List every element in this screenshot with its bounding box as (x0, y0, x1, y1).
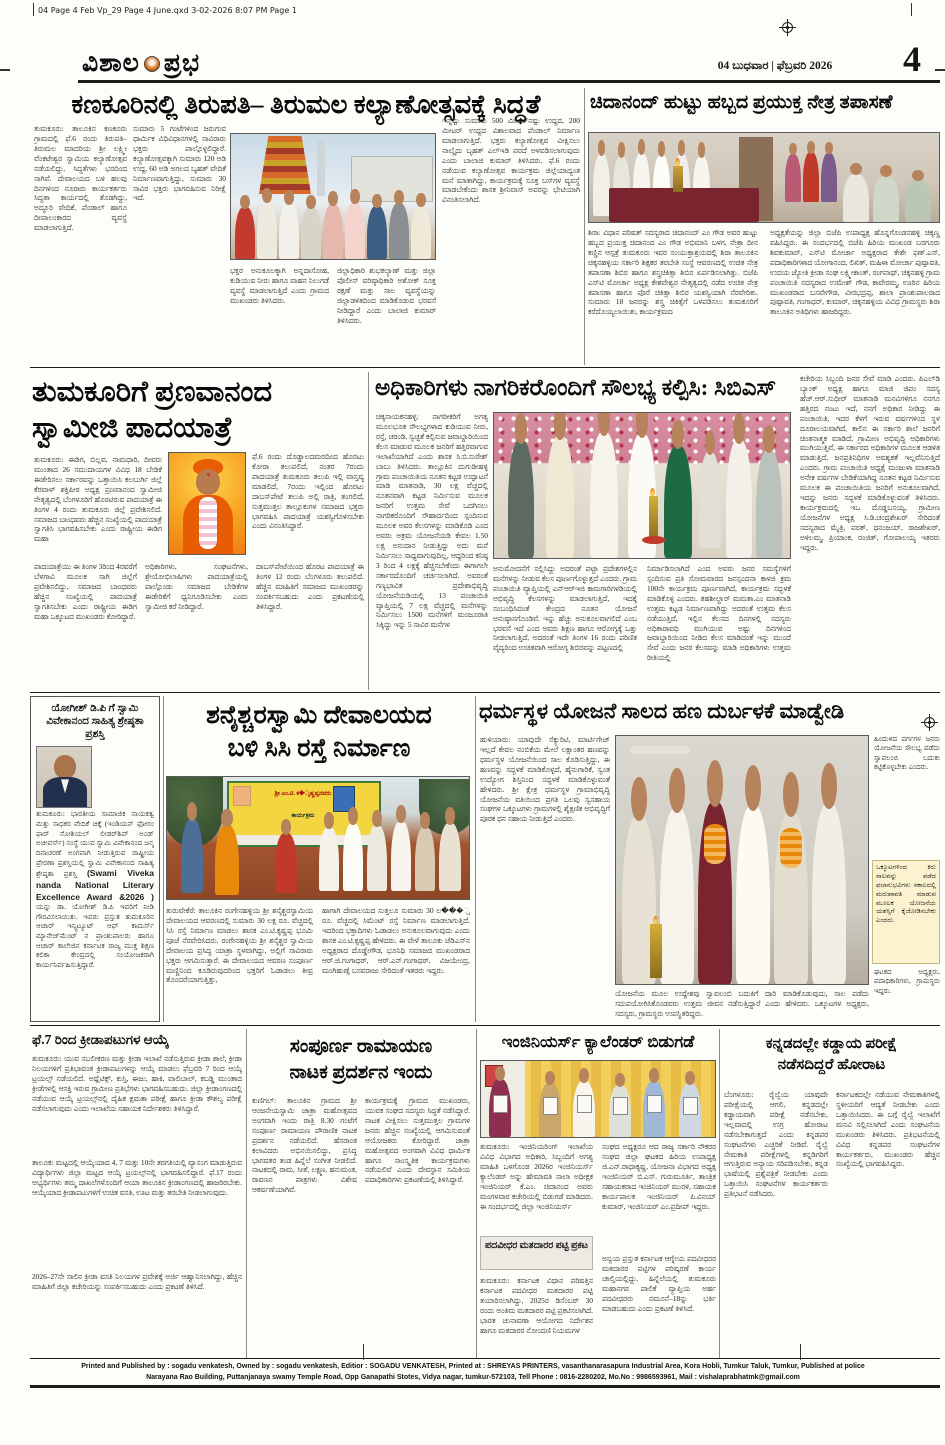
article-k-headline-line1: ಕನ್ನಡದಲ್ಲೇ ಕಡ್ಡಾಯ ಪರೀಕ್ಷೆ (765, 1036, 898, 1052)
article-a-photo-temple-group (230, 133, 436, 260)
article-e-p2: ಚಿಕ್ಕೆ (ಇಂಡಿಯನ್ ಫೋರಂ ಫಾರ್ ಸೋಶಿಯಲ್ ಲೀಡರ್‌ಶಿಪ್ ಅಂಡ್ ಅಚೀವರ್ಸ್) ಸಂಸ್ಥೆ ಯುವ ಸ್ವಾಮಿ ವಿವೇಕಾನಂದ ಜನ್ಮ ದಿನಾಚರಣೆ ಅಂಗವಾಗಿ ನೀಡುತ್ತಿರುವ ರಾಷ್ಟ್ರೀಯ ಪ್ರೇರಣಾ ಪ್ರಶಸ್ತಿಯಲ್ಲಿ ಸ್ವಾಮಿ ವಿವೇಕಾನಂದ ಸಾಹಿತ್ಯ ಶ್ರೇಷ್ಠತಾ ಪ್ರಶಸ್ತಿ (36, 820, 154, 879)
article-d-col-2: ಅನುಮೋದನೆಗೆ ಸಲ್ಲಿಸಿದ್ದು ಅದರಂತೆ ಪಟ್ಟಾ ಪ್ರದೇಶಗಳಲ್ಲಿನ ಮನೆಗಳನ್ನು ನೀಡುವ ಕೆಲಸ ಪೂರ್ಣಗೊಳ್ಳುತ್ತದೆ ಎಂದರು. ಗ್ರಾಮ ಪಂಚಾಯಿತಿ ವ್ಯಾಪ್ತಿಯಲ್ಲಿ ಎನ್‌ಆರ್‌ಇಜಿ ಕಾಮಗಾರಿಗಳಡಿಯಲ್ಲಿ ಅಭಿವೃದ್ಧಿ ಕೆಲಸಗಳನ್ನು ಮಾಡಲಾಗುತ್ತಿದೆ, ಇದಕ್ಕೆ ಸಂಬಂಧಿಸಿದಂತೆ ಕೇಂದ್ರದ ನೂತನ ಯೋಜನೆ ಅನುಷ್ಠಾನಗೊಂಡಿವೆ. ಇನ್ನು ಹೆಚ್ಚು ಅನುಕೂಲವಾಗಲಿದೆ ಎಂಬ ಭರವಸೆ ಇದೆ ಎಂದ ಅವರು ಶಿಕ್ಷಣ ಹಾಗೂ ಆರೋಗ್ಯಕ್ಕೆ ಒತ್ತು ನೀಡಲಾಗುತ್ತಿದೆ, ಅದರಂತೆ ಇದೇ ತಿಂಗಳ 16 ರಂದು ಪರಿಣಿತ ವೈದ್ಯರಿಂದ ಉಚಿತವಾಗಿ ಆರೋಗ್ಯ ಶಿಬಿರವನ್ನು ಪಟ್ಟಣದಲ್ಲಿ (493, 564, 637, 653)
crop-mark (935, 69, 945, 71)
column-rule (584, 88, 585, 365)
column-rule (368, 372, 369, 690)
article-c-col-2: ಫೆ.6 ರಂದು ದೊಡ್ಡಾಲದಮರದಿಂದ ಹೊರಟು ಕೋರಾ ತಲುಪಲಿದೆ, ನಂತರ 7ರಂದು ಪಾದಯಾತ್ರೆ ತುಮಕೂರು ತಲುಪಿ ಇಲ್ಲಿ ವಾಸ್ತವ್ಯ ಮಾಡಲಿದೆ, 7ರಂದು ಇಲ್ಲಿಂದ ಹೊರಟು ದಾಬಸ್‌ಪೇಟೆ ತಲುಪಿ ಅಲ್ಲಿ ರಾತ್ರಿ, ತಂಗಲಿದೆ, ಸುತ್ತಮುತ್ತಲ ತಾಲ್ಲೂಕುಗಳ ಸಮಾಜದ ಭಕ್ತರು ಭಾಗವಹಿಸಿ ಪಾದಯಾತ್ರೆ ಯಶಸ್ವಿಗೊಳಿಸಬೇಕು ಎಂದು ವಿನಂತಿಸಿದ್ದಾರೆ. (252, 452, 364, 531)
person (546, 436, 574, 558)
footer-rule-bottom (30, 1385, 940, 1388)
temple-pillar (317, 140, 325, 196)
article-c-col-4: ಅಧಿಕಾರಿಗಳು, ಸಂಘಟನೆಗಳು, ಶ್ರೇಯೋಭಿಲಾಷಿಗಳು ಪಾದಯಾತ್ರೆಯಲ್ಲಿ ಪಾಲ್ಗೊಂಡು ಸಮಾಜದ ಬೇಡಿಕೆಗಳ ಈಡೇರಿಕೆಗೆ ಧ್ವನಿಗೂಡಿಸಬೇಕು ಎಂದು ಸ್ವಾಮೀಜಿ ಕರೆ ನೀಡಿದ್ದಾರೆ. (145, 562, 248, 611)
person (389, 203, 409, 259)
edition-date: 04 ಬುಧವಾರ | ಫೆಬ್ರವರಿ 2026 (717, 60, 833, 72)
person-red-dress (275, 833, 297, 893)
column-rule (476, 1029, 477, 1358)
article-b-photo-eye-camp (588, 132, 940, 223)
crop-mark (33, 3, 34, 16)
article-b-headline: ಚಿದಾನಂದ್ ಹುಟ್ಟು ಹಬ್ಬದ ಪ್ರಯುಕ್ತ ನೇತ್ರ ತಪಾಸಣೆ (590, 92, 893, 113)
article-k-col-2: ಕರ್ನಾಟಕದಲ್ಲೇ ನಡೆಯುವ ನೇಮಕಾತಿಗಳಲ್ಲಿ ಸ್ಥಳೀಯರಿಗೆ ಆದ್ಯತೆ ನೀಡಬೇಕು ಎಂದು ಒತ್ತಾಯಿಸಿದರು. ಈ ಬಗ್ಗೆ ರೈಲ್ವೆ ಇಲಾಖೆಗೆ ಮನವಿ ಸಲ್ಲಿಸಲಾಗಿದೆ ಎಂದು ಸಂಘಟನೆಯ ಮುಖಂಡರು ತಿಳಿಸಿದರು. ಪ್ರತಿಭಟನೆಯಲ್ಲಿ ವಿವಿಧ ಕನ್ನಡಪರ ಸಂಘಟನೆಗಳ ಕಾರ್ಯಕರ್ತರು, ಮುಖಂಡರು ಹೆಚ್ಚಿನ ಸಂಖ್ಯೆಯಲ್ಲಿ ಭಾಗವಹಿಸಿದ್ದರು. (836, 1090, 940, 1169)
article-j-photo-calendar-release (480, 1060, 716, 1138)
article-e-photo-portrait (36, 746, 92, 808)
banner-text-1: ಶ್ರೀ ಎಂ.ಟಿ. ಕ�ೃಷ್ಣಪ್ಪನವರು (274, 791, 332, 797)
article-a-headline: ಕಣಕೂರಿನಲ್ಲಿ ತಿರುಪತಿ– ತಿರುಮಲ ಕಲ್ಯಾಣೋತ್ಸವಕ್ಕೆ ಸಿದ್ಧತೆ (71, 90, 541, 119)
article-a-col-1: ತುಮಕೂರು: ತಾಲೂಕಿನ ಕಣಕೂರು ಗ್ರಾಮದಲ್ಲಿ ಫೆ.6 ರಂದು ತಿರುಪತಿ– ತಿರುಮಲ ಮಾದರಿಯ ಶ್ರೀ ಲಕ್ಷ್ಮೀ ವೆಂಕಟೇಶ್ವರ ಸ್ವಾಮಿಯ ಕಲ್ಯಾಣೋತ್ಸವ ನಡೆಯಲಿದ್ದು, ಸಿದ್ಧತೆಗಳು ಭರದಿಂದ ಸಾಗಿವೆ. ದೇವಾಲಯದ ಬಳಿ ಹಲವು ದಿನಗಳಿಂದ ನೂರಾರು ಕಾರ್ಯಕರ್ತರು ಸಿದ್ಧತಾ ಕಾರ್ಯದಲ್ಲಿ ತೊಡಗಿದ್ದು, ಅದ್ಧೂರಿ ವೇದಿಕೆ, ಪೆಂಡಾಲ್ ಹಾಗೂ ದೀಪಾಲಂಕಾರದ ವ್ಯವಸ್ಥೆ ಮಾಡಲಾಗುತ್ತಿದೆ. (34, 124, 127, 233)
article-f-headline (166, 700, 472, 765)
person (391, 821, 411, 891)
person-shawl (439, 823, 461, 891)
article-e-p4: ಇವರು ಪ್ರಸ್ತುತ ತುಮಕೂರಿನ ಆಚಾರ್ ಇನ್ಸ್ಟಿಟ್ಯೂಟ್ ಆಫ್ ಕಾಮರ್ಸ್ ಮ್ಯಾನೇಜ್‌ಮೆಂಟ್ ನ ಪ್ರಾಂಶುಪಾಲರು ಹಾಗೂ ಆಚಾರ್ ಕಾಲೇಜಿನ ಕರ್ನಾಟಕ ರಾಜ್ಯ ಮುಕ್ತ ಶಿಕ್ಷಣ ಕಲಿಕಾ ಕೇಂದ್ರದಲ್ಲಿ ಸಂಯೋಜಕರಾಗಿ ಕಾರ್ಯನಿರ್ವಹಿಸುತ್ತಿದ್ದಾರೆ. (36, 912, 154, 969)
brass-lamp (673, 166, 683, 192)
registration-mark-icon (921, 714, 938, 736)
article-e-award-name-english: (Swami Viveka nanda National Literary Excellence Award &2026 ) (36, 868, 154, 902)
column-rule (719, 1029, 720, 1358)
masthead-word-1: ವಿಶಾಲ (82, 50, 140, 77)
article-e-p1: ತುಮಕೂರು: ಭಾರತೀಯ ಸಾಮಾಜಿಕ ನಾಯಕತ್ವ ಮತ್ತು ಸಾಧಕರ ವೇದಿಕೆ (36, 810, 154, 829)
article-j2-col-2: ಅನ್ವಯ ಪ್ರಸ್ತುತ ಕರ್ನಾಟಕ ಆಗ್ನೇಯ ಪದವೀಧರರ ಮತದಾರರ ಪಟ್ಟಿಗಳ ಪರಿಷ್ಕರಣೆ ಕಾರ್ಯ ಚಾಲ್ತಿಯಲ್ಲಿದ್ದು, ಹಿನ್ನೆಲೆಯಲ್ಲಿ ತುಮಕೂರು ಮಹಾನಗರ ಪಾಲಿಕೆ ವ್ಯಾಪ್ತಿಯ ಅರ್ಹ ಪದವೀಧರರು ನಮೂನೆ–18ನ್ನು ಭರ್ತಿ ಮಾಡಬಹುದು ಎಂದು ಪ್ರಕಟಣೆ ತಿಳಿಸಿದೆ. (602, 1254, 716, 1313)
garland (199, 497, 217, 549)
imprint-line-2: Narayana Rao Building, Puttanjanaya swamy Temple Road, Opp Ganapathi Stotes, Vidya nagar, tumkur-572103, Tell Phone : 0816-2280202, Mo.No : 9986593961, Mail : vishalaprabhatmk@gmail.com (146, 1373, 800, 1381)
banner-text-2: ಕಾರ್ಯಕ್ರಮ (291, 813, 315, 819)
garland (780, 828, 802, 868)
crop-mark (0, 69, 10, 71)
person (726, 440, 752, 558)
article-g-col-3: ಹಿಂದುಳಿದ ವರ್ಗಗಳ ಜನರು ಯೋಜನೆಯ ಸೌಲಭ್ಯ ಪಡೆದು ಸ್ವಾವಲಂಬಿ ಬದುಕು ಕಟ್ಟಿಕೊಳ್ಳಬೇಕು ಎಂದರು. (874, 735, 940, 772)
banner-portrait (233, 786, 251, 806)
person (343, 823, 363, 891)
article-i-headline-line1: ಸಂಪೂರ್ಣ ರಾಮಾಯಣ (289, 1036, 433, 1057)
article-i-headline-line2: ನಾಟಕ ಪ್ರದರ್ಶನ ಇಂದು (289, 1061, 433, 1083)
person-seated (873, 176, 899, 222)
person (699, 452, 721, 548)
person (279, 203, 299, 259)
person (756, 450, 782, 558)
column-rule (246, 1029, 247, 1358)
brass-lamp (649, 496, 658, 540)
article-i-headline (250, 1034, 472, 1085)
calendar-book (577, 1095, 592, 1113)
article-c-photo-swamiji (168, 452, 246, 555)
draped-table (609, 188, 759, 222)
footer-rule-top (30, 1358, 940, 1359)
lamp-flame (675, 158, 680, 166)
article-j-col-1: ತುಮಕೂರು: ಇಂಜಿನಿಯರಿಂಗ್ ಇಲಾಖೆಯ ವಿವಿಧ ವಿಭಾಗದ ಅಧಿಕಾರಿ, ಸಿಬ್ಬಂದಿಗೆ ಅಗತ್ಯ ಮಾಹಿತಿ ಒಳಗೊಂಡ 2026ರ ಇಂಜಿನಿಯರ್ಸ್ ಕ್ಯಾಲೆಂಡರ್ ಅನ್ನು ಹೇಮಾವತಿ ನಾಲಾ ಅಧೀಕ್ಷಕ ಇಂಜಿನಿಯರ್ ಕೆ.ಎಂ. ಚಿದಾನಂದ ಅವರು ಮಂಗಳವಾರ ಕಚೇರಿಯಲ್ಲಿ ಬಿಡುಗಡೆ ಮಾಡಿದರು. ಈ ಸಂದರ್ಭದಲ್ಲಿ ಜಿಲ್ಲಾ ಇಂಜಿನಿಯರ್ಸ್ (480, 1142, 593, 1211)
person (367, 206, 387, 259)
person-seated (843, 174, 869, 222)
person (319, 827, 339, 891)
article-c-headline-line2: ಸ್ವಾಮೀಜಿ ಪಾದಯಾತ್ರೆ (32, 412, 233, 445)
article-g-highlight-box: ಒಕ್ಕೂಟಗಳಿಂದ ಕಿರು ಸಾಲವನ್ನು ಪಡೆದ ಫಲಾನುಭವಿಗಳು ಸಕಾಲದಲ್ಲಿ ಮರುಪಾವತಿ ಮಾಡುವ ಮೂಲಕ ಯೋಜನೆಯ ಯಶಸ್ಸಿಗೆ ಕೈಜೋಡಿಸಬೇಕು ಎಂದರು. (872, 860, 940, 964)
article-c-headline-line1: ತುಮಕೂರಿಗೆ ಪ್ರಣವಾನಂದ (32, 376, 273, 408)
person (785, 154, 801, 202)
article-a-col-5: ಇನ್ನಷ್ಟು ಸುಮಾರು 500 ಮೀಟರ್‌ನಷ್ಟು ಉದ್ದದ, 200 ಮೀಟರ್ ಉದ್ದದ ವಿಶಾಲವಾದ ಪೆಂಡಾಲ್ ನಿರ್ಮಾಣ ಮಾಡಲಾಗುತ್ತಿದೆ. ಭಕ್ತರು ಕಲ್ಯಾಣೋತ್ಸವ ವೀಕ್ಷಿಸಲು ನಾಲ್ಕೈದು ಬೃಹತ್ ಎಲ್‌ಇಡಿ ಪರದೆ ಅಳವಡಿಸಲಾಗುವುದು ಎಂದು ಬಾಲಾಜಿ ಕುಮಾರ್ ತಿಳಿಸಿದರು. ಫೆ.6 ರಂದು ನಡೆಯುವ ಕಲ್ಯಾಣೋತ್ಸವ ಕಾರ್ಯಕ್ರಮ ಜಿಲ್ಲೆಯಾದ್ಯಂತ ಮನೆ ಮಾತಾಗಿದ್ದು, ಕಾರ್ಯಕ್ರಮಕ್ಕೆ ಸೂಕ್ತ ಬಸ್‌ಗಳ ವ್ಯವಸ್ಥೆ ಮಾಡಬೇಕೆಂದು ಶಾಸಕ ಶ್ರೀನಿವಾಸ್ ಅವರನ್ನು ಭೇಟಿಯಾಗಿ ವಿನಂತಿಸಲಾಗಿದೆ. (442, 116, 580, 205)
article-b-col-2: ಅಧ್ಯಕ್ಷತೆಯನ್ನು ಜಿಲ್ಲಾ ಬಿಜೆಪಿ ಉಪಾಧ್ಯಕ್ಷ ಹೊನ್ನಗೊಂಡನಹಳ್ಳಿ ಚಿಕ್ಕಣ್ಣ ವಹಿಸಿದ್ದರು. ಈ ಸಂದರ್ಭದಲ್ಲಿ ಬಿಜೆಪಿ ಹಿರಿಯ ಮುಖಂಡ ಬರಗೂರು ಶಿವಕುಮಾರ್, ಎಸ್‌ಟಿ ಮೋರ್ಚಾ ಅಧ್ಯಕ್ಷರಾದ ಕೇಶೇ ಫಣ್.ಎಸ್, ಪದಾಧಿಕಾರಿಗಳಾದ ಯೋಗಾನಂದ, ಲಿಖಿತ್, ಮಹಿಳಾ ಮೋರ್ಚಾ ಪುಷ್ಪಾವತಿ, ಉದಯ ಜ್ಯೋತಿ ಕ್ರೀಡಾ ಸಂಘ ಲಕ್ಷ್ಮೀಕಾಂತ್, ರಂಗನಾಥ್, ಚಿಕ್ಕನಹಳ್ಳಿ ಗ್ರಾಮ ಪಂಚಾಯಿತಿ ಸದಸ್ಯರಾದ ಉಮೇಶ್ ಗೌಡ, ಕಾವೇರಮ್ಮ, ಊರಿನ ಹಿರಿಯ ಮುಖಂಡರಾದ ಬಸವೇಗೌಡ, ವೀರಭದ್ರಪ್ಪ, ಶಾಲಾ ಪ್ರಾಂಶುಪಾಲರಾದ ಪುಷ್ಪಾವತಿ, ಗಂಗಾಧರ್, ಕುಮಾರ್, ಚಿಕ್ಕನಹಳ್ಳಿಯ ವಿವಿಧ ಗ್ರಾಮಸ್ಥರು ಶಿರಾ ತಾಲೂಕಿನ ಅತಿಥಿಗಳು ಹಾಜರಿದ್ದರು. (770, 228, 940, 317)
section-rule (30, 1025, 940, 1026)
calendar-book (683, 1097, 698, 1115)
column-rule (163, 696, 164, 1022)
tilak (207, 473, 210, 476)
article-f-col-2: ಹಾಗಾಗಿ ದೇವಾಲಯದ ಸುತ್ತಲೂ ಸುಮಾರು 30 ಲ���್ಷ ರೂ. ವೆಚ್ಚದಲ್ಲಿ ಸಿಮೆಂಟ್ ರಸ್ತೆ ನಿರ್ಮಾಣ ಮಾಡಲಾಗುತ್ತಿದೆ. ಇದರಿಂದ ಭಕ್ತಾದಿಗಳು ಓಡಾಡಲು ಅನುಕೂಲವಾಗುವುದು ಎಂದು ಶಾಸಕ ಎಂ.ಟಿ.ಕೃಷ್ಣಪ್ಪ ಹೇಳಿದರು. ಈ ವೇಳೆ ತಾಲೂಕು ಜೆಡಿಎಸ್‌ನ ಅಧ್ಯಕ್ಷರಾದ ದೊಡ್ಡೇಗೌಡ, ಭೂನಿಧಿ ಸಮಾಜದ ಮುಖಂಡರಾದ ಆರ್.ಜಿ.ಗಂಗಾಧರ್, ಆರ್.ಎನ್.ಗಂಗಾಧರ್, ವಿಜಯೇಂದ್ರ, ಮಂಗಿಹುಣ್ಸೆ ಬಸವರಾಜು ಸೇರಿದಂತೆ ಇತರರು ಇದ್ದರು. (322, 906, 470, 975)
imprint-line-1: Printed and Published by : sogadu venkatesh, Owned by : sogadu venkatesh, Editior : SOGADU VENKATESH, Printed at : SHREYAS PRINTERS, vasanthanarasapura Industrial Area, Kora Hobli, Tumkur Taluk, Tumkur, Published at police (81, 1363, 865, 1370)
masthead-rule (78, 80, 940, 83)
person (590, 432, 618, 558)
article-h-para-1: ತುಮಕೂರು: ಯುವ ಸಬಲೀಕರಣ ಮತ್ತು ಕ್ರೀಡಾ ಇಲಾಖೆ ನಡೆಸುತ್ತಿರುವ ಕ್ರೀಡಾ ಶಾಲೆ, ಕ್ರೀಡಾ ನಿಲಯಗಳಿಗೆ ಪ್ರತಿಭಾವಂತ ಕ್ರೀಡಾಪಟುಗಳನ್ನು ಆಯ್ಕೆ ಮಾಡಲು ಫೆಬ್ರವರಿ 7 ರಿಂದ ಆಯ್ಕೆ ಟ್ರಯಲ್ಸ್ ನಡೆಯಲಿದೆ. ಅಥ್ಲೆಟಿಕ್ಸ್, ಕುಸ್ತಿ, ಈಜು, ಹಾಕಿ, ವಾಲಿಬಾಲ್, ಕಬಡ್ಡಿ ಮುಂತಾದ ಕ್ರೀಡೆಗಳಲ್ಲಿ ಆಸಕ್ತಿ ಇರುವ ಗ್ರಾಮೀಣ ಪ್ರತಿಭೆಗಳು ಭಾಗವಹಿಸಬಹುದು. ಜಿಲ್ಲಾ ಕ್ರೀಡಾಂಗಣದಲ್ಲಿ ನಡೆಯುವ ಆಯ್ಕೆ ಟ್ರಯಲ್ಸ್‌ನಲ್ಲಿ ದೈಹಿಕ ಕ್ಷಮತಾ ಪರೀಕ್ಷೆ ಹಾಗೂ ಕ್ರೀಡಾ ಕೌಶಲ್ಯ ಪರೀಕ್ಷೆ ನಡೆಸಲಾಗುವುದು ಎಂದು ಇಲಾಖೆಯ ಸಹಾಯಕ ನಿರ್ದೇಶಕರು ತಿಳಿಸಿದ್ದಾರೆ. (32, 1054, 242, 1113)
article-j-col-2: ಸಂಘದ ಅಧ್ಯಕ್ಷರೂ ಆದ ರಾಜ್ಯ ಸರ್ಕಾರಿ ನೌಕರರ ಸಂಘದ ಜಿಲ್ಲಾ ಘಟಕದ ಹಿರಿಯ ಉಪಾಧ್ಯಕ್ಷ ಜಿ.ಎನ್.ರಾಧಾಕೃಷ್ಣ, ಯೋಜನಾ ವಿಭಾಗದ ಅಧ್ಯಕ್ಷ ಇಂಜಿನಿಯರ್ ಬಿ.ಎಸ್. ಗುರುಮೂರ್ತಿ, ತಾಂತ್ರಿಕ ಸಹಾಯಕರಾದ ಇಂಜಿನಿಯರ್ ಮುರಳಿ, ಸಹಾಯಕ ಕಾರ್ಯಪಾಲಕ ಇಂಜಿನಿಯರ್ ಪಿ.ವಿನಯ್ ಕುಮಾರ್, ಇಂಜಿನಿಯರ್ ಎಂ.ಪ್ರದೀಪ್ ಇದ್ದರು. (602, 1142, 716, 1211)
calendar-book (543, 1097, 558, 1115)
article-g-col-3b: ಘಟಕದ ಅಧ್ಯಕ್ಷರು, ಪದಾಧಿಕಾರಿಗಳು, ಗ್ರಾಮಸ್ಥರು ಇದ್ದರು. (874, 968, 940, 995)
person (736, 806, 770, 984)
person (812, 804, 846, 984)
person (323, 204, 343, 259)
article-b-col-1: ಶಿರಾ: ವಿಧಾನ ಪರಿಷತ್ ಸದಸ್ಯರಾದ ಚಿದಾನಂದ್ ಎಂ ಗೌಡ ಅವರ ಹುಟ್ಟು ಹಬ್ಬದ ಪ್ರಯುಕ್ತ ಚಿದಾನಂದ ಎಂ ಗೌಡ ಅಭಿಮಾನಿ ಬಳಗ, ನೇತ್ರಾ ದೀನ ಕಣ್ಣಿನ ಆಸ್ಪತ್ರೆ ತುಮಕೂರು ಇವರ ಸಂಯುಕ್ತಾಶ್ರಯದಲ್ಲಿ ಶಿರಾ ತಾಲೂಕಿನ ಚಿಕ್ಕನಹಳ್ಳಿಯ ಸರ್ಕಾರಿ ಶಿಕ್ಷಕರ ತರಬೇತಿ ಸಂಸ್ಥೆ ಆವರಣದಲ್ಲಿ ಉಚಿತ ನೇತ್ರ ತಪಾಸಣಾ ಶಿಬಿರ ಹಾಗೂ ಶಸ್ತ್ರಚಿಕಿತ್ಸಾ ಶಿಬಿರ ಏರ್ಪಡಿಸಲಾಗಿತ್ತು. ಬಿಜೆಪಿ ಎಸ್‌ಟಿ ಮೋರ್ಚಾ ಅಧ್ಯಕ್ಷ ಕೇಶವೇಶ್ವರ ನೇತೃತ್ವದಲ್ಲಿ ನಡೆದ ಉಚಿತ ನೇತ್ರ ತಪಾಸಣಾ ಹಾಗೂ ಪೊರೆ ಚಿಕಿತ್ಸಾ ಶಿಬಿರ ಯಶಸ್ವಿಯಾಗಿ ನೆರವೇರಿತು. ಸುಮಾರು 18 ಜನರನ್ನು ಶಸ್ತ್ರ ಚಿಕಿತ್ಸೆಗೆ ಒಳಪಡಿಸಲು ತುಮಕೂರಿಗೆ ಕರೆದೊಯ್ಯಲಾಯಿತು, ಕಾರ್ಯಕ್ರಮದ (588, 228, 758, 317)
person-blue-shirt (181, 819, 203, 893)
article-i-col-1: ಕುಣಿಗಲ್: ತಾಲೂಕಿನ ಗ್ರಾಮದ ಶ್ರೀ ಆಂಜನೇಯಸ್ವಾಮಿ ಜಾತ್ರಾ ಮಹೋತ್ಸವದ ಅಂಗವಾಗಿ ಇಂದು ರಾತ್ರಿ 8.30 ಗಂಟೆಗೆ ಸಂಪೂರ್ಣ ರಾಮಾಯಣ ಪೌರಾಣಿಕ ನಾಟಕ ಪ್ರದರ್ಶನ ನಡೆಯಲಿದೆ. ಹೆಸರಾಂತ ಕಲಾವಿದರು ಅಭಿನಯಿಸಲಿದ್ದು, ಪ್ರಸಿದ್ಧ ಭಾಗವತರ ತಂಡ ಹಿನ್ನೆಲೆ ಸಂಗೀತ ನೀಡಲಿದೆ. ನಾಟಕದಲ್ಲಿ ರಾಮ, ಸೀತೆ, ಲಕ್ಷ್ಮಣ, ಹನುಮಂತ, ರಾವಣನ ಪಾತ್ರಗಳು ವಿಶೇಷ ಆಕರ್ಷಣೆಯಾಗಿವೆ. (252, 1096, 357, 1195)
calendar-book (613, 1097, 628, 1115)
imprint (42, 1362, 904, 1384)
article-d-headline: ಅಧಿಕಾರಿಗಳು ನಾಗರಿಕರೊಂದಿಗೆ ಸೌಲಭ್ಯ ಕಲ್ಪಿಸಿ: ಸಿಬಿಎಸ್ (375, 375, 777, 400)
article-f-headline-line1: ಶನೈಶ್ಚರಸ್ವಾಮಿ ದೇವಾಲಯದ (206, 702, 432, 729)
page-number: 4 (903, 39, 921, 79)
article-f-headline-line2: ಬಳಿ ಸಿಸಿ ರಸ್ತೆ ನಿರ್ಮಾಣ (227, 734, 411, 762)
article-k-headline (723, 1034, 940, 1076)
person (301, 207, 321, 259)
printer-slug: 04 Page 4 Feb Vp_29 Page 4 June.qxd 3-02-2026 8:07 PM Page 1 (38, 6, 297, 15)
article-d-col-1: ಚಿಕ್ಕನಾಯಕನಹಳ್ಳಿ: ನಾಗರೀಕರಿಗೆ ಅಗತ್ಯ ಮೂಲಭೂತ ಸೌಲಭ್ಯಗಳಾದ ಕುಡಿಯುವ ನೀರು, ರಸ್ತೆ, ಚರಂಡಿ, ಸ್ವಚ್ಛತೆ ಕಲ್ಪಿಸುವ ಜವಾಬ್ದಾರಿಯಿಂದ ಕೆಲಸ ಮಾಡುವ ಮೂಲಕ ಜನರಿಗೆ ಹತ್ತಿರವಾಗುವ ಇಲಾಖೆಯಾಗಿದೆ ಎಂದು ಶಾಸಕ ಸಿ.ಬಿ.ಸುರೇಶ್ ಬಾಬು ತಿಳಿಸಿದರು. ತಾಲ್ಲೂಕಿನ ದುಗುಡೀಹಳ್ಳಿ ಗ್ರಾಮ ಪಂಚಾಯಿತಿಯ ನೂತನ ಕಟ್ಟಡ ಉದ್ಘಾಟನೆ ಮಾಡಿ ಮಾತನಾಡಿ, 30 ಲಕ್ಷ ವೆಚ್ಚದಲ್ಲಿ ನೂತನವಾಗಿ ಕಟ್ಟಡ ನಿರ್ಮಿಸುವ ಮೂಲಕ ಜನರಿಗೆ ಉತ್ತಮ ಸೇವೆ ಒದಗಿಸಲು ನಾಗರಿಕರೊಂದಿಗೆ ಸೌಹಾರ್ದದಿಂದ ಸ್ಪಂದಿಸುವ ಮೂಲಕ ಅವರ ಕೆಲಸಗಳನ್ನು ಮಾಡಿಕೊಡಿ ಎಂದ ಅವರು ಅಕ್ರಮ ಯೋಜನೆಯಡಿ ಕೇವಲ 1.50 ಲಕ್ಷ ಅನುದಾನ ನೀಡುತ್ತಿದ್ದು ಅದು ಮನೆ ನಿರ್ಮಿಸಲು ಸಾಧ್ಯವಾಗುವುದಿಲ್ಲ, ಆದ್ದರಿಂದ ಕನಿಷ್ಠ 3 ರಿಂದ 4 ಲಕ್ಷಕ್ಕೆ ಹೆಚ್ಚಿಸಬೇಕೆಂದು ಈಗಾಗಲೇ ಸರ್ಕಾರದೊಂದಿಗೆ ಚರ್ಚಿಸಲಾಗಿದೆ. ಅವರಂತೆ ಗಣ್ಯಭಾವಿತ ಪ್ರದೇಶಾಭಿವೃದ್ಧಿ ಯೋಜನೆಯಡಿಯಲ್ಲಿ 13 ಪಂಚಾಯಿತಿ ವ್ಯಾಪ್ತಿಯಲ್ಲಿ 7 ಲಕ್ಷ ವೆಚ್ಚದಲ್ಲಿ ಮನೆಗಳನ್ನು ನಿರ್ಮಿಸಲು 1500 ಮನೆಗಳಿಗೆ ಮಂಜೂರಾತಿ ಸಿಕ್ಕಿದ್ದು ಇನ್ನು 5 ಸಾವಿರ ಮನೆಗಳ (376, 412, 488, 630)
article-f-col-1: ತುರುವೇಕೆರೆ: ತಾಲೂಕಿನ ರಂಗೇನಹಳ್ಳಿಯ ಶ್ರೀ ಶನೈಶ್ಚರಸ್ವಾಮಿಯ ದೇವಾಲಯದ ಆವರಣದಲ್ಲಿ ಸುಮಾರು 30 ಲಕ್ಷ ರೂ. ವೆಚ್ಚದಲ್ಲಿ ಸಿಸಿ ರಸ್ತೆ ನಿರ್ಮಾಣ ಮಾಡಲು ಶಾಸಕ ಎಂ.ಟಿ.ಕೃಷ್ಣಪ್ಪ ಭೂಮಿ ಪೂಜೆ ನೆರವೇರಿಸಿದರು. ರಂಗೇನಹಳ್ಳಿಯ ಶ್ರೀ ಶನೈಶ್ಚರ ಸ್ವಾಮಿಯ ದೇವಾಲಯ ಪ್ರಸಿದ್ಧ ಯಾತ್ರಾ ಸ್ಥಳವಾಗಿದ್ದು, ಅಲ್ಲಿಗೆ ಸಾವಿರಾರು ಭಕ್ತರು ಆಗಮಿಸುತ್ತಾರೆ. ಈ ದೇವಾಲಯದ ಆವರಣ ಸಂಪೂರ್ಣ ಮಣ್ಣಿನಿಂದ ಕೂಡಿರುವುದರಿಂದ ಭಕ್ತರಿಗೆ ಓಡಾಡಲು ತೀವ್ರ ತೊಂದರೆಯಾಗುತ್ತಿತ್ತು, (166, 906, 313, 985)
article-j-headline: ಇಂಜಿನಿಯರ್ಸ್ ಕ್ಯಾಲೆಂಡರ್ ಬಿಡುಗಡೆ (501, 1032, 695, 1051)
masthead (82, 50, 200, 78)
article-k-col-1: ಬೆಂಗಳೂರು: ರೈಲ್ವೆಯ ಯಾವುದೇ ಪರೀಕ್ಷೆಯಲ್ಲಿ ಆಗಲಿ, ಕನ್ನಡದಲ್ಲೇ ಕಡ್ಡಾಯವಾಗಿ ಪರೀಕ್ಷೆ ನಡೆಸಬೇಕು, ಇಲ್ಲವಾದಲ್ಲಿ ಉಗ್ರ ಹೋರಾಟ ನಡೆಸಬೇಕಾಗುತ್ತದೆ ಎಂದು ಕನ್ನಡಪರ ಸಂಘಟನೆಗಳು ಎಚ್ಚರಿಕೆ ನೀಡಿವೆ. ರೈಲ್ವೆ ನೇಮಕಾತಿ ಪರೀಕ್ಷೆಗಳಲ್ಲಿ ಕನ್ನಡಿಗರಿಗೆ ಆಗುತ್ತಿರುವ ಅನ್ಯಾಯ ಸರಿಪಡಿಸಬೇಕು, ಕನ್ನಡ ಭಾಷೆಯಲ್ಲಿ ಪ್ರಶ್ನೆಪತ್ರಿಕೆ ನೀಡಬೇಕು ಎಂದು ಒತ್ತಾಯಿಸಿ ಸಂಘಟನೆಗಳ ಕಾರ್ಯಕರ್ತರು ಪ್ರತಿಭಟನೆ ನಡೆಸಿದರು. (724, 1090, 828, 1199)
calendar-book (647, 1095, 662, 1113)
article-a-col-3: ಭಕ್ತರ ಅನುಕೂಲಕ್ಕಾಗಿ ಅನ್ನದಾಸೋಹ, ಕುಡಿಯುವ ನೀರು ಹಾಗೂ ವಾಹನ ನಿಲುಗಡೆ ವ್ಯವಸ್ಥೆ ಮಾಡಲಾಗುತ್ತಿದೆ ಎಂದು ಗ್ರಾಮದ ಮುಖಂಡರು ತಿಳಿಸಿದರು. (230, 266, 329, 305)
portrait-face (54, 755, 76, 779)
article-g-col-1: ಹುಳಿಯಾರು: ಯಾವುದೇ ಸೆಕ್ಯುರಿಟಿ, ಮಾರ್ಟಿಗೇಜ್ ಇಲ್ಲದೆ ಕೇವಲ ನಂಬಿಕೆಯ ಮೇಲೆ ಲಕ್ಷಾಂತರ ಹಣವನ್ನು ಧರ್ಮಸ್ಥಳ ಯೋಜನೆಯಿಂದ ಸಾಲ ಕೊಡಿಸುತ್ತಿದ್ದು, ಈ ಹಣವನ್ನು ಸದ್ಬಳಕೆ ಮಾಡಿಕೊಳ್ಳದೆ, ಹೈನುಗಾರಿಕೆ, ಸ್ವಂತ ಉದ್ಯೋಗ ಶಿಸ್ತಿನಿಂದ ಸದ್ಬಳಕೆ ಮಾಡಿಕೊಳ್ಳುವಂತೆ ಹೇಳಿದರು. ಶ್ರೀ ಕ್ಷೇತ್ರ ಧರ್ಮಸ್ಥಳ ಗ್ರಾಮಾಭಿವೃದ್ಧಿ ಯೋಜನೆಯ ವತಿಯಿಂದ ಪ್ರಗತಿ ಒಲವು ಸ್ವಸಹಾಯ ಸಂಘಗಳ ಒಕ್ಕೂಟಗಳು ಗ್ರಾಮಗಳಲ್ಲಿ ಶೈಕ್ಷಣಿಕ ಅಭಿವೃದ್ಧಿಗೆ ಪೂರಕ ಧನ ಸಹಾಯ ನೀಡುತ್ತಿದೆ ಎಂದರು. (480, 735, 610, 824)
person (235, 207, 255, 259)
article-h-para-2: ತಾಲೂಕು ಮಟ್ಟದಲ್ಲಿ ಆಯ್ಕೆಯಾದ 4, 7 ಮತ್ತು 10ನೇ ತರಗತಿಯಲ್ಲಿ ವ್ಯಾಸಂಗ ಮಾಡುತ್ತಿರುವ ವಿದ್ಯಾರ್ಥಿಗಳು ಜಿಲ್ಲಾ ಮಟ್ಟದ ಆಯ್ಕೆ ಟ್ರಯಲ್ಸ್‌ನಲ್ಲಿ ಭಾಗವಹಿಸಲಿದ್ದಾರೆ. ಫೆ.17 ರಂದು ಅಭ್ಯರ್ಥಿಗಳು ತಮ್ಮ ದಾಖಲೆಗಳೊಂದಿಗೆ ಆಯಾ ತಾಲೂಕಿನ ಕ್ರೀಡಾಂಗಣದಲ್ಲಿ ಹಾಜರಿರಬೇಕು. ಆಯ್ಕೆಯಾದ ಕ್ರೀಡಾಪಟುಗಳಿಗೆ ಉಚಿತ ವಸತಿ, ಊಟ ಮತ್ತು ತರಬೇತಿ ನೀಡಲಾಗುವುದು. (32, 1158, 242, 1197)
column-rule (475, 696, 476, 1022)
article-k-headline-line2: ನಡೆಸದಿದ್ದರೆ ಹೋರಾಟ (777, 1057, 886, 1073)
article-f-photo-bhoomi-puja (166, 776, 470, 900)
person (367, 825, 387, 891)
section-rule (30, 692, 940, 693)
person (660, 808, 694, 984)
article-h-headline: ಫೆ.7 ರಿಂದ ಕ್ರೀಡಾಪಟುಗಳ ಆಯ್ಕೆ (32, 1032, 169, 1047)
article-a-col-4: ಜಿಲ್ಲಾಧಿಕಾರಿ ಶುಭಕಲ್ಯಾಣ್ ಮತ್ತು ಜಿಲ್ಲಾ ಪೊಲೀಸ್ ವರಿಷ್ಠಾಧಿಕಾರಿ ಅಶೋಕ್ ಸೂಕ್ತ ರಕ್ಷಣೆ ಮತ್ತು ಸಾಲ ವ್ಯವಸ್ಥೆಯನ್ನು ಜಿಲ್ಲಾಡಳಿತದಿಂದ ಮಾಡಿಕೊಡುವ ಭರವಸೆ ನೀಡಿದ್ದಾರೆ ಎಂದು ಬಾಲಾಜಿ ಕುಮಾರ್ ತಿಳಿಸಿದರು. (337, 266, 436, 325)
person (411, 205, 431, 259)
garland-ring (642, 536, 666, 544)
article-e-box (30, 696, 160, 1022)
article-d-col-4: ಕಚೇರಿಯ ಸಿಬ್ಬಂದಿ ಜನರ ಸೇವೆ ಮಾಡಿ ಎಂದರು. ಪಿಎಲ್‌ಡಿ ಬ್ಯಾಂಕ್ ಅಧ್ಯಕ್ಷ ಹಾಗೂ ಮಾಜಿ ಜಿಪಂ ಸದಸ್ಯ ಹೆಚ್.ಆರ್.ಸುಧೀರ್ ಮಾತನಾಡಿ ಮನವಿಗಳಿಗೂ ನನಗೂ ಹತ್ತಿರದ ನಂಟು ಇದೆ, ನನಗೆ ಅಧಿಕಾರ ನೀಡಿದ್ದು ಈ ಪಂಚಾಯಿತಿ, ಇದರ ಕೆಳಗೆ ಇರುವ ವರ್ಷಗಳಿಂದ ಸ್ಥಳ ದೂರಾಲಯವಾಗಿದೆ, ಕಾಲಿನ ಈ ಸರ್ಕಾರಿ ಶಾಲೆ ಜನರಿಗೆ ಚಿಂತನಾತ್ಮಕ ಮಾಡಿದೆ, ಗ್ರಾಮೀಣ ಅಭಿವೃದ್ಧಿ ಅಧಿಕಾರಿಗಳು ಮುಗಿಯುತ್ತಿವೆ, ಈ ಸರ್ಕಾರದ ಅಧಿಕಾರಿಗಳ ಮೂಲಕ ಆಡಳಿತ ಮಾಡುತ್ತಿದೆ, ಜನಪ್ರತಿನಿಧಿಗಳ ಅವಶ್ಯಕತೆ ಇಲ್ಲವೆನಿಸುತ್ತಿದೆ ಎಂದರು. ಗ್ರಾಮ ಪಂಚಾಯಿತಿ ಅಧ್ಯಕ್ಷೆ ಮಂಜುಳಾ ಮಾತನಾಡಿ ಅನೇಕ ವರ್ಷಗಳ ಬೇಡಿಕೆಯಾಗಿದ್ದ ನೂತನ ಕಟ್ಟಡ ನಿರ್ಮಿಸುವ ಮೂಲಕ ಈ ಪಂಚಾಯಿತಿಯ ಜನರಿಗೆ ಅನುಕೂಲವಾಗಿದೆ, ಇದನ್ನು ಜನರು ಸದ್ಬಳಕೆ ಮಾಡಿಕೊಳ್ಳುವಂತೆ ತಿಳಿಸಿದರು. ಕಾರ್ಯಕ್ರಮದಲ್ಲಿ ಇಒ ದೊಡ್ಡಬಸಯ್ಯ, ಗ್ರಾಮೀಣ ಯೋಜನೆಗಳ ಅಧ್ಯಕ್ಷ ಸಿ.ಡಿ.ಚಂದ್ರಶೇಖರ್ ಸೇರಿದಂತೆ ಸದಸ್ಯರಾದ ಮೈತ್ರಿ, ಪರತ್, ಧನಂಜಯ್, ರಾಜಶೇಖರ್, ಅಳಿಲಮ್ಮ, ಪ್ರಿಯಾಂಕ, ರಂಜಿತ್, ಗೋಪಾಲಯ್ಯ ಇತರರು ಇದ್ದರು. (800, 374, 940, 552)
masthead-word-2: ಪ್ರಭ (163, 50, 201, 77)
article-j2-headline: ಪದವೀಧರ ಮತದಾರರ ಪಟ್ಟಿ ಪ್ರಕಟ (480, 1236, 593, 1270)
article-c-col-1: ತುಮಕೂರು: ಈಡಿಗ, ಬಿಲ್ಲವ, ನಾಮಧಾರಿ, ದೀವರು ಮುಂತಾದ 26 ಸಮುದಾಯಗಳ ವಿವಿಧ 18 ಬೇಡಿಕೆ ಈಡೇರಿಸಲು ಸರ್ಕಾರವನ್ನು ಒತ್ತಾಯಿಸಿ ಕಲಬುರ್ಗಿ ಜಿಲ್ಲೆ ಕೆರವಾಳ್ ಶಕ್ತಿಪೀಠ ಅಧ್ಯಕ್ಷ ಪ್ರಣವಾನಂದ ಸ್ವಾಮೀಜಿ ನೇತೃತ್ವದಲ್ಲಿ ಬೆಂಗಳೂರಿಗೆ ಹೊರಟಿರುವ ಪಾದಯಾತ್ರೆ ಈ ತಿಂಗಳ 4 ರಂದು ತುಮಕೂರು ಜಿಲ್ಲೆ ಪ್ರವೇಶಿಸಲಿದೆ. ಸಮಾಜದ ಬಾಂಧವರು ಹೆಚ್ಚಿನ ಸಂಖ್ಯೆಯಲ್ಲಿ ಪಾದಯಾತ್ರೆ ಸ್ವಾಗತಿಸಿ ಭಾಗವಹಿಸಬೇಕು ಎಂದು ರಾಷ್ಟ್ರೀಯ ಈಡಿಗ ಮಹಾ (34, 455, 162, 544)
article-h-para-3: 2026–27ನೇ ಸಾಲಿನ ಕ್ರೀಡಾ ವಸತಿ ನಿಲಯಗಳ ಪ್ರವೇಶಕ್ಕೆ ಅರ್ಜಿ ಆಹ್ವಾನಿಸಲಾಗಿದ್ದು, ಹೆಚ್ಚಿನ ಮಾಹಿತಿಗೆ ಜಿಲ್ಲಾ ಕಚೇರಿಯನ್ನು ಸಂಪರ್ಕಿಸಬಹುದು ಎಂದು ಪ್ರಕಟಣೆ ತಿಳಿಸಿದೆ. (32, 1272, 242, 1291)
article-e-body (36, 810, 154, 1052)
garland (704, 824, 726, 864)
article-g-headline: ಧರ್ಮಸ್ಥಳ ಯೋಜನೆ ಸಾಲದ ಹಣ ದುರ್ಬಳಕೆ ಮಾಡ್ವೇಡಿ (479, 699, 845, 723)
article-e-headline: ಯೋಗೀಶ್ ಡಿ.ಪಿ ಗೆ ಸ್ವಾಮಿ ವಿವೇಕಾನಂದ ಸಾಹಿತ್ಯ ಶ್ರೇಷ್ಠತಾ ಪ್ರಶಸ್ತಿ (46, 703, 144, 741)
article-d-photo-lamp-lighting (493, 412, 791, 559)
ceiling-beam (630, 746, 690, 754)
brass-lamp (650, 924, 662, 978)
masthead-emblem-icon (144, 56, 160, 72)
person (345, 202, 365, 259)
person (257, 201, 277, 259)
person (415, 827, 435, 891)
article-i-col-2: ಕಾರ್ಯಕ್ರಮಕ್ಕೆ ಗ್ರಾಮದ ಮುಖಂಡರು, ಯುವಕ ಸಂಘದ ಸದಸ್ಯರು ಸಿದ್ಧತೆ ನಡೆಸಿದ್ದಾರೆ. ನಾಟಕ ವೀಕ್ಷಿಸಲು ಸುತ್ತಮುತ್ತಲ ಗ್ರಾಮಗಳ ಜನರು ಹೆಚ್ಚಿನ ಸಂಖ್ಯೆಯಲ್ಲಿ ಆಗಮಿಸುವಂತೆ ಆಯೋಜಕರು ಕೋರಿದ್ದಾರೆ. ಜಾತ್ರಾ ಮಹೋತ್ಸವದ ಅಂಗವಾಗಿ ವಿವಿಧ ಧಾರ್ಮಿಕ ಹಾಗೂ ಸಾಂಸ್ಕೃತಿಕ ಕಾರ್ಯಕ್ರಮಗಳು ನಡೆಯಲಿವೆ ಎಂದು ದೇವಸ್ಥಾನ ಸಮಿತಿಯ ಪದಾಧಿಕಾರಿಗಳು ಪ್ರಕಟಣೆಯಲ್ಲಿ ತಿಳಿಸಿದ್ದಾರೆ. (365, 1096, 470, 1185)
person-seated (905, 180, 931, 222)
article-c-col-3: ಪಾದಯಾತ್ರೆಯು ಈ ತಿಂಗಳ 3ರಿಂದ 4ರವರೆಗೆ ಬೆಳಗಾವಿ ಮೂಲಕ ಸಾಗಿ ಜಿಲ್ಲೆಗೆ ಪ್ರವೇಶಿಸಲಿದ್ದು, ಸಮಾಜದ ಬಾಂಧವರು ಹೆಚ್ಚಿನ ಸಂಖ್ಯೆಯಲ್ಲಿ ಪಾದಯಾತ್ರೆ ಸ್ವಾಗತಿಸಬೇಕು ಎಂದು ರಾಷ್ಟ್ರೀಯ ಈಡಿಗ ಮಹಾ ಒಕ್ಕೂಟದ ಮುಖಂಡರು ಕೋರಿದ್ದಾರೆ. (34, 562, 137, 621)
person-green-sari (664, 446, 692, 558)
article-e-p3: ಯನ್ನು ಡಾ. ಯೋಗೀಶ್ ಡಿ.ಪಿ ಇವರಿಗೆ ನೀಡಿ ಗೌರವಿಸಲಾಯಿತು. (36, 903, 154, 921)
priest-saffron (215, 825, 239, 895)
article-j2-col-1: ತುಮಕೂರು: ಕರ್ನಾಟಕ ವಿಧಾನ ಪರಿಷತ್ತಿನ ಕರ್ನಾಟಕ ಪದವೀಧರ ಮತದಾರರ ಪಟ್ಟಿ ತಯಾರಿಸಲಾಗಿದ್ದು, 2025ರ ಡಿಸೆಂಬರ್ 30 ರಂದು ಅಂತಿಮ ಮತದಾರರ ಪಟ್ಟಿ ಪ್ರಕಟಿಸಲಾಗಿದೆ. ಭಾರತ ಚುನಾವಣಾ ಆಯೋಗದ ನಿರ್ದೇಶನ ಹಾಗೂ ಮತದಾರರ ನೋಂದಣಿ ನಿಯಮಗಳ (480, 1276, 593, 1335)
article-g-photo-group-lamp (615, 735, 869, 985)
person (593, 154, 610, 216)
article-a-col-2: ಸುಮಾರು 5 ಗಂಟೆಗಳಿಂದ ಜರುಗುವ ಧಾರ್ಮಿಕ ವಿಧಿವಿಧಾನಗಳಲ್ಲಿ ಸಾವಿರಾರು ಭಕ್ತರು ಪಾಲ್ಗೊಳ್ಳಲಿದ್ದಾರೆ. ಕಲ್ಯಾಣೋತ್ಸವಕ್ಕಾಗಿ ಸುಮಾರು 120 ಅಡಿ ಉದ್ದ, 60 ಅಡಿ ಅಗಲದ ಬೃಹತ್ ವೇದಿಕೆ ನಿರ್ಮಾಣವಾಗುತ್ತಿದ್ದು, ಸುಮಾರು 30 ಸಾವಿರ ಭಕ್ತರು ಭಾಗವಹಿಸುವ ನಿರೀಕ್ಷೆ ಇದೆ. (133, 124, 226, 203)
temple-gopuram (259, 136, 311, 194)
article-c-headline (32, 374, 366, 447)
section-rule (30, 367, 940, 368)
article-d-col-3: ನಿರ್ಮಾಡಿಸಲಾಗಿದೆ ಎಂದ ಅವರು ಜನರ ಸಮಸ್ಯೆಗಳಿಗೆ ಸ್ಪಂದಿಸುವ ಪ್ರತಿ ಸೋಮವಾರದ ಜನಸ್ಪಂದನಾ ಕಾಳಜಿ ಕ್ರಮ 100ನೇ ಕಾರ್ಯಕ್ರಮ ಪೂರ್ಣವಾಗಿದೆ, ಕಾರ್ಯಕ್ರಮ ಸದ್ಬಳಕೆ ಮಾಡಿಕೊಳ್ಳಿ ಎಂದರು. ತಹಶೀಲ್ದಾರ್ ಮಮತಾ.ಎಂ ಮಾತನಾಡಿ ಉತ್ತಮ ಕಟ್ಟಡ ನಿರ್ಮಾಣವಾಗಿದ್ದು ಅದರಂತೆ ಉತ್ತಮ ಕೆಲಸ ನಡೆಯುತ್ತಿದೆ, ಇಲ್ಲಿನ ಕೆಲಸದ ದಿನಗಳಲ್ಲಿ ಸದಸ್ಯರು ಅಧಿಕಾರಾವಧಿ ಮುಗಿಯುವ ಅಷ್ಟು ದಿನಗಳಿಂದ ಜವಾಬ್ದಾರಿಯಿಂದ ನೀಡಿದ ಕೆಲಸ ಮಾಡಿದಂತೆ ಇನ್ನು ಮುಂದೆ ಸೇವೆ ಎಂದು ಜನರ ಕೆಲಸವನ್ನು ಮಾಡಿ ಅಧಿಕಾರಿಗಳು ಉತ್ತಮ ರೀತಿಯಲ್ಲಿ (647, 564, 791, 663)
person (803, 152, 819, 202)
person (508, 440, 534, 558)
crop-mark (911, 3, 912, 16)
person (821, 153, 837, 202)
lamp-flame (653, 916, 658, 924)
article-c-col-5: ದಾಬಸ್‌ಪೇಟೆಯಿಂದ ಹೊರಟ ಪಾದಯಾತ್ರೆ ಈ ತಿಂಗಳ 12 ರಂದು ಬೆಂಗಳೂರು ತಲುಪಲಿದೆ. ಹೆಚ್ಚಿನ ಮಾಹಿತಿಗೆ ಸಮಾಜದ ಮುಖಂಡರನ್ನು ಸಂಪರ್ಕಿಸಬಹುದು ಎಂದು ಪ್ರಕಟಣೆಯಲ್ಲಿ ತಿಳಿಸಿದ್ದಾರೆ. (256, 562, 364, 611)
article-g-caption: ಯೋಜನೆಯ ಮೂಲ ಉದ್ದೇಶವು ಸ್ವಾವಲಂಬಿ ಬದುಕಿಗೆ ದಾರಿ ಮಾಡಿಕೊಡುವುದು, ಸಾಲ ಪಡೆದು ಸದುಪಯೋಗಿಸಿಕೊಂಡವರು ಉತ್ತಮ ಜೀವನ ನಡೆಸುತ್ತಿದ್ದಾರೆ ಎಂದು ಹೇಳಿದರು. ಒಕ್ಕೂಟಗಳ ಅಧ್ಯಕ್ಷರು, ಸದಸ್ಯರು, ಗ್ರಾಮಸ್ಥರು ಉಪಸ್ಥಿತರಿದ್ದರು. (615, 989, 869, 1018)
calendar-book (493, 1095, 508, 1113)
registration-mark-icon (779, 19, 796, 41)
lamp-flame (650, 488, 655, 496)
